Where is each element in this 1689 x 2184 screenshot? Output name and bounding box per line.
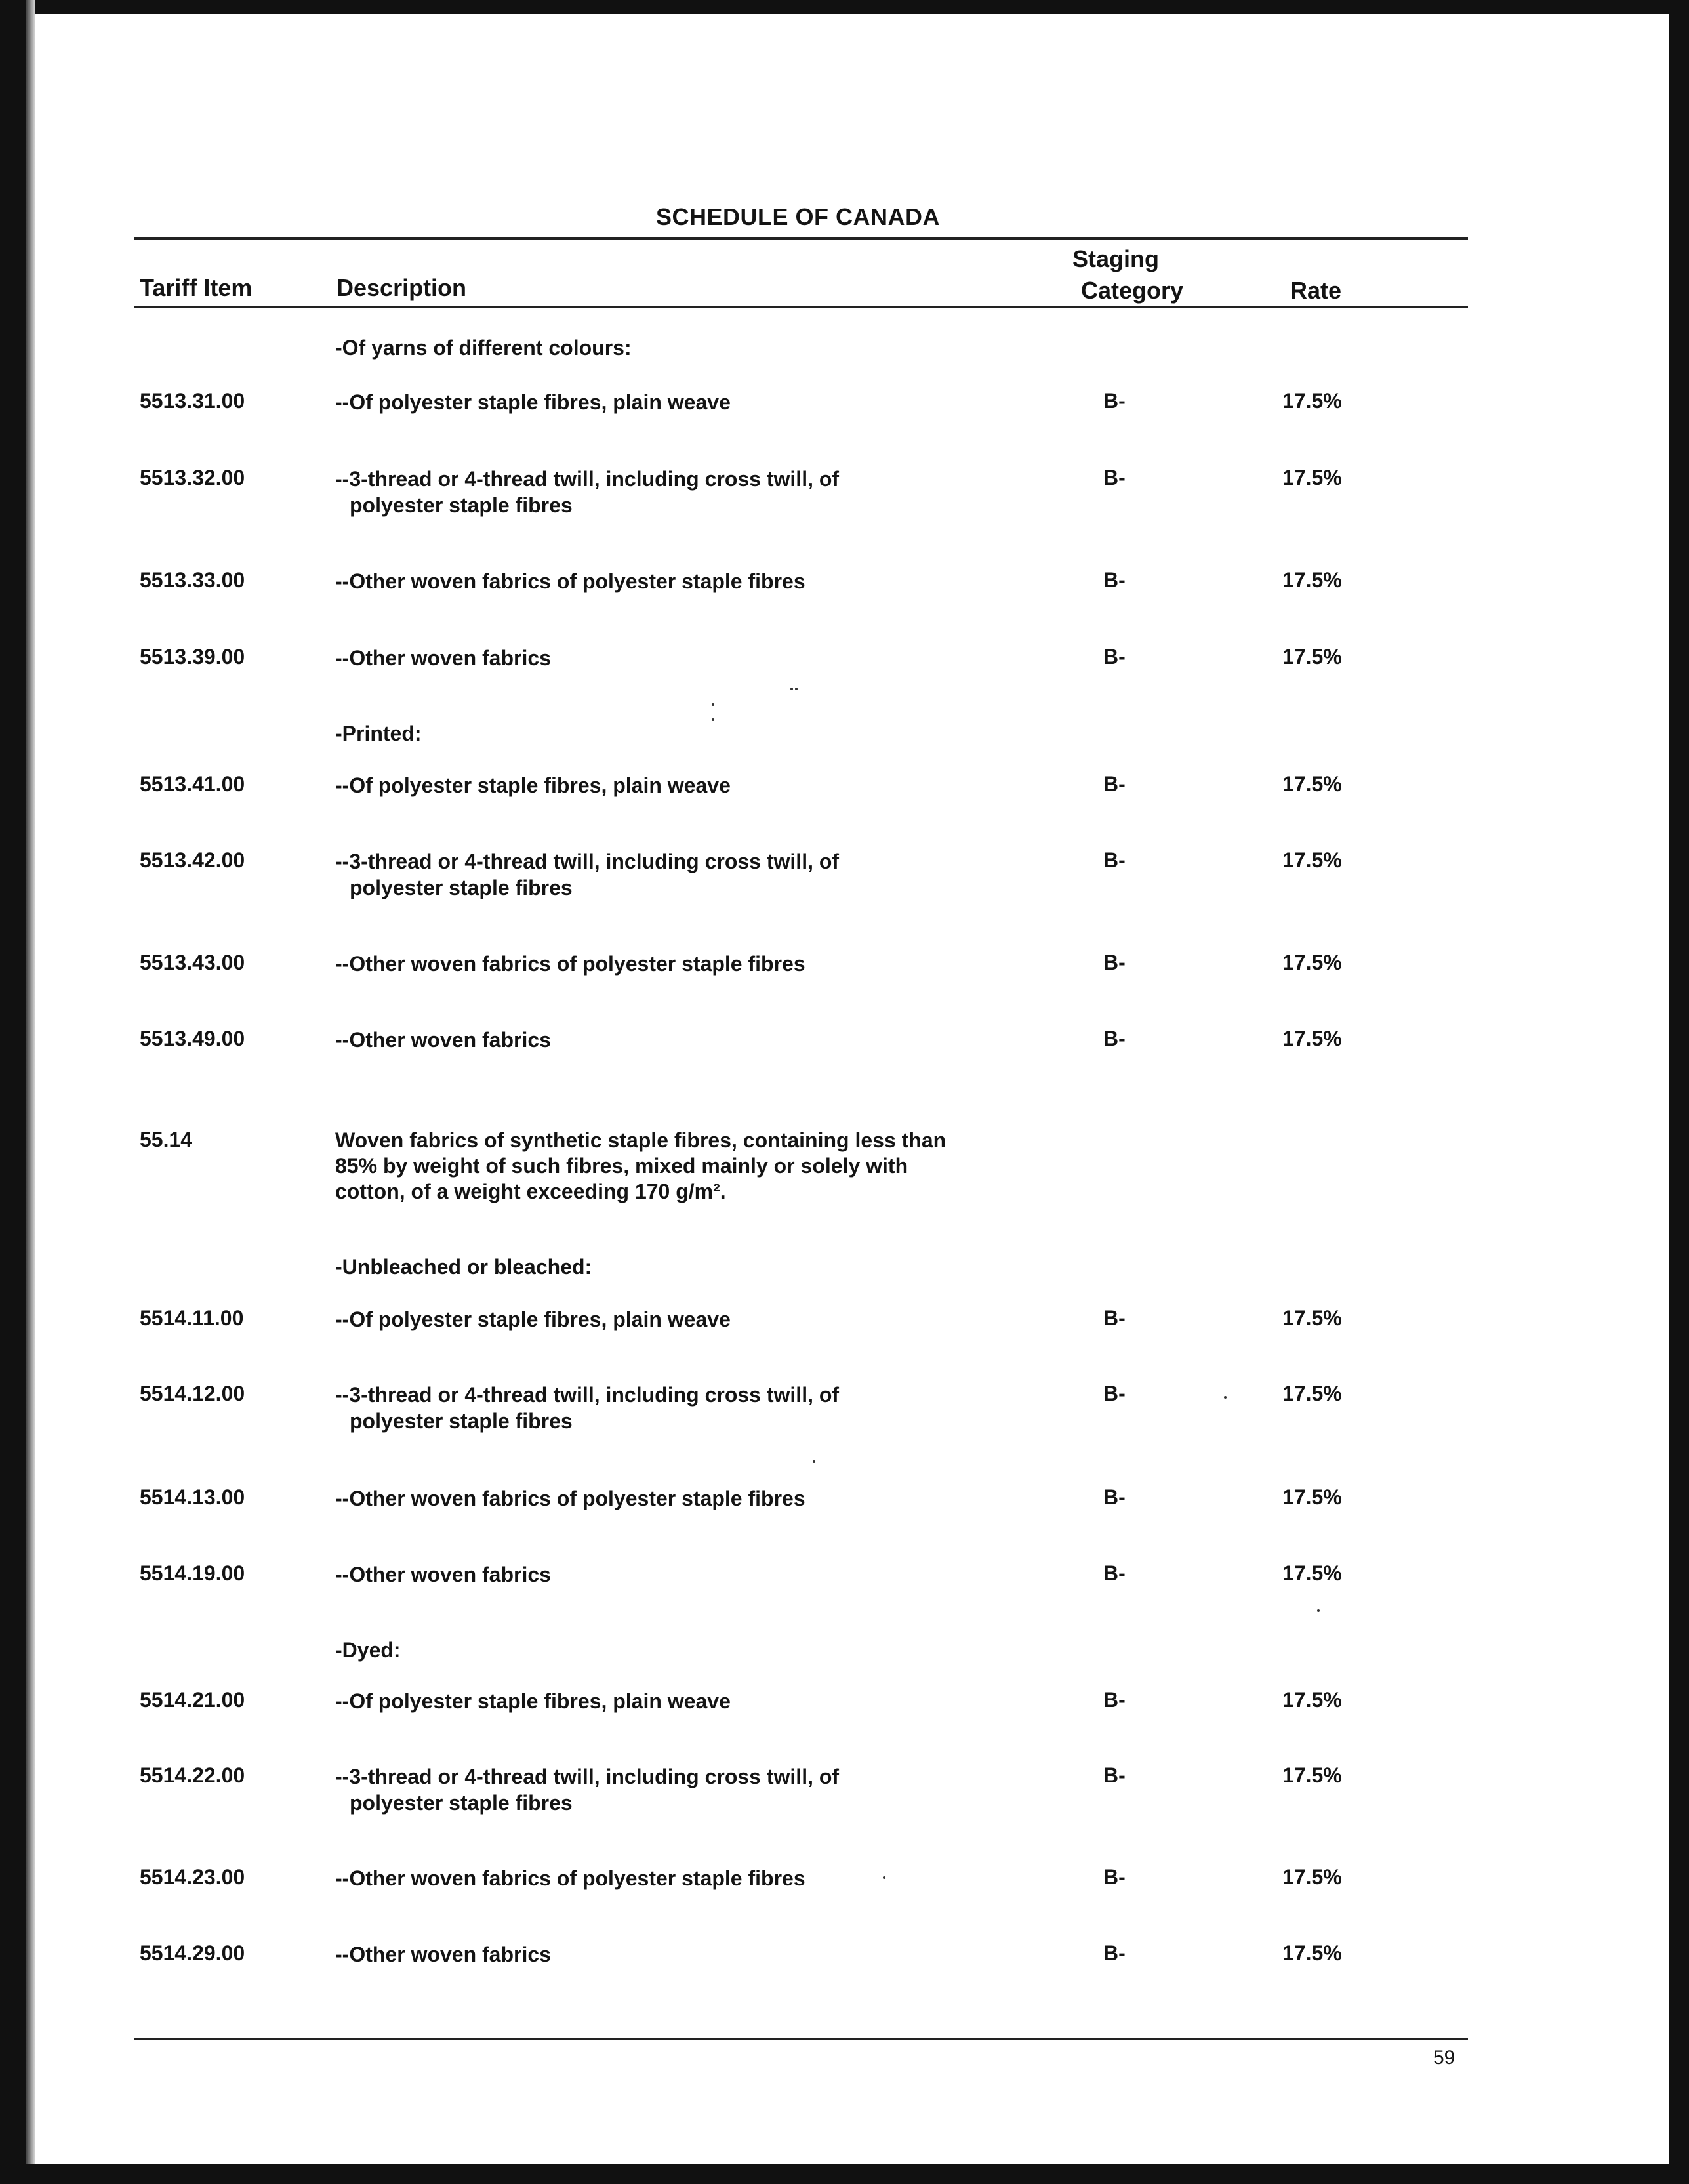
scan-speck bbox=[813, 1460, 815, 1463]
subheading-dyed: -Dyed: bbox=[335, 1638, 401, 1662]
scan-speck bbox=[1224, 1396, 1227, 1399]
tariff-item-code: 5514.13.00 bbox=[140, 1485, 245, 1509]
description-line: --3-thread or 4-thread twill, including cross twill, of bbox=[335, 1383, 840, 1407]
staging-category: B- bbox=[1103, 389, 1126, 413]
rate-value: 17.5% bbox=[1282, 848, 1342, 872]
tariff-item-code: 5513.43.00 bbox=[140, 951, 245, 974]
column-header-staging: Staging bbox=[1072, 245, 1159, 272]
staging-category: B- bbox=[1103, 568, 1126, 592]
item-description bbox=[335, 466, 1030, 518]
staging-category: B- bbox=[1103, 772, 1126, 796]
scan-speck bbox=[712, 703, 714, 706]
tariff-item-code: 5513.39.00 bbox=[140, 645, 245, 669]
tariff-item-code: 5513.41.00 bbox=[140, 772, 245, 796]
scan-border-top bbox=[0, 0, 1689, 14]
tariff-item-code: 5513.33.00 bbox=[140, 568, 245, 592]
staging-category: B- bbox=[1103, 951, 1126, 974]
subheading-printed: -Printed: bbox=[335, 722, 422, 745]
description-line: --Of polyester staple fibres, plain weave bbox=[335, 1689, 731, 1713]
page-number: 59 bbox=[1433, 2047, 1455, 2069]
staging-category: B- bbox=[1103, 1763, 1126, 1787]
staging-category: B- bbox=[1103, 466, 1126, 489]
description-continuation: polyester staple fibres bbox=[350, 1791, 573, 1815]
description-line: Woven fabrics of synthetic staple fibres, containing less than bbox=[335, 1128, 946, 1152]
tariff-item-code: 5514.19.00 bbox=[140, 1561, 245, 1585]
rate-value: 17.5% bbox=[1282, 1941, 1342, 1965]
description-line: --Other woven fabrics bbox=[335, 1028, 551, 1052]
description-line: --Other woven fabrics of polyester staple fibres bbox=[335, 569, 805, 593]
column-header-description: Description bbox=[336, 274, 467, 301]
description-line: --Other woven fabrics bbox=[335, 646, 551, 670]
description-line: --Other woven fabrics of polyester staple fibres bbox=[335, 952, 805, 976]
staging-category: B- bbox=[1103, 1561, 1126, 1585]
item-description bbox=[335, 1865, 1030, 1891]
description-line: --Other woven fabrics of polyester staple fibres bbox=[335, 1487, 805, 1510]
rate-value: 17.5% bbox=[1282, 1763, 1342, 1787]
scan-speck bbox=[790, 688, 793, 690]
staging-category: B- bbox=[1103, 1027, 1126, 1050]
description-continuation: polyester staple fibres bbox=[350, 1409, 573, 1433]
staging-category: B- bbox=[1103, 645, 1126, 669]
description-line: cotton, of a weight exceeding 170 g/m². bbox=[335, 1180, 726, 1203]
tariff-item-code: 5513.32.00 bbox=[140, 466, 245, 489]
description-line: --Of polyester staple fibres, plain weave bbox=[335, 773, 731, 797]
description-line: --Of polyester staple fibres, plain weave bbox=[335, 390, 731, 414]
rate-value: 17.5% bbox=[1282, 1688, 1342, 1712]
item-description bbox=[335, 1688, 1030, 1714]
rate-value: 17.5% bbox=[1282, 389, 1342, 413]
subheading-unbleached: -Unbleached or bleached: bbox=[335, 1255, 592, 1279]
scan-speck bbox=[1317, 1609, 1320, 1612]
scan-border-right bbox=[1669, 0, 1689, 2184]
staging-category: B- bbox=[1103, 1688, 1126, 1712]
rate-value: 17.5% bbox=[1282, 568, 1342, 592]
description-line: --Other woven fabrics bbox=[335, 1943, 551, 1966]
item-description bbox=[335, 772, 1030, 798]
rate-value: 17.5% bbox=[1282, 466, 1342, 489]
item-description bbox=[335, 1306, 1030, 1332]
scan-border-left bbox=[0, 0, 26, 2184]
item-description bbox=[335, 1941, 1030, 1968]
description-line: --Other woven fabrics of polyester staple fibres bbox=[335, 1866, 805, 1890]
tariff-item-code: 5513.31.00 bbox=[140, 389, 245, 413]
item-description bbox=[335, 568, 1030, 594]
column-header-tariff-item: Tariff Item bbox=[140, 274, 253, 301]
scan-border-left-shade bbox=[26, 0, 35, 2184]
rate-value: 17.5% bbox=[1282, 1382, 1342, 1405]
description-continuation: polyester staple fibres bbox=[350, 876, 573, 899]
heading-description bbox=[335, 1128, 1030, 1205]
header-bottom-rule bbox=[134, 306, 1468, 308]
rate-value: 17.5% bbox=[1282, 1865, 1342, 1889]
tariff-item-code: 5514.23.00 bbox=[140, 1865, 245, 1889]
footer-rule bbox=[134, 2038, 1468, 2040]
scan-speck bbox=[883, 1876, 885, 1879]
page-title: SCHEDULE OF CANADA bbox=[656, 203, 941, 230]
column-header-category: Category bbox=[1081, 277, 1184, 304]
item-description bbox=[335, 848, 1030, 901]
item-description bbox=[335, 1382, 1030, 1434]
item-description bbox=[335, 1561, 1030, 1588]
rate-value: 17.5% bbox=[1282, 1027, 1342, 1050]
tariff-item-code: 5513.42.00 bbox=[140, 848, 245, 872]
description-continuation: polyester staple fibres bbox=[350, 493, 573, 517]
description-line: --3-thread or 4-thread twill, including cross twill, of bbox=[335, 1765, 840, 1788]
tariff-item-code: 5514.11.00 bbox=[140, 1306, 244, 1330]
item-description bbox=[335, 645, 1030, 671]
item-description bbox=[335, 1485, 1030, 1512]
item-description bbox=[335, 1027, 1030, 1053]
staging-category: B- bbox=[1103, 1382, 1126, 1405]
staging-category: B- bbox=[1103, 1306, 1126, 1330]
header-top-rule bbox=[134, 237, 1468, 240]
rate-value: 17.5% bbox=[1282, 951, 1342, 974]
tariff-item-code: 5513.49.00 bbox=[140, 1027, 245, 1050]
rate-value: 17.5% bbox=[1282, 772, 1342, 796]
description-line: --3-thread or 4-thread twill, including cross twill, of bbox=[335, 467, 840, 491]
scan-speck bbox=[712, 718, 714, 721]
tariff-item-code: 5514.29.00 bbox=[140, 1941, 245, 1965]
scan-speck bbox=[795, 688, 798, 690]
staging-category: B- bbox=[1103, 848, 1126, 872]
staging-category: B- bbox=[1103, 1941, 1126, 1965]
staging-category: B- bbox=[1103, 1485, 1126, 1509]
description-line: --Of polyester staple fibres, plain weave bbox=[335, 1308, 731, 1331]
rate-value: 17.5% bbox=[1282, 1306, 1342, 1330]
column-header-rate: Rate bbox=[1290, 277, 1342, 304]
subheading-yarns: -Of yarns of different colours: bbox=[335, 336, 632, 360]
item-description bbox=[335, 1763, 1030, 1816]
scan-border-bottom bbox=[0, 2164, 1689, 2184]
description-line: 85% by weight of such fibres, mixed mainly or solely with bbox=[335, 1154, 908, 1178]
rate-value: 17.5% bbox=[1282, 645, 1342, 669]
staging-category: B- bbox=[1103, 1865, 1126, 1889]
description-line: --Other woven fabrics bbox=[335, 1563, 551, 1586]
rate-value: 17.5% bbox=[1282, 1485, 1342, 1509]
item-description bbox=[335, 389, 1030, 415]
rate-value: 17.5% bbox=[1282, 1561, 1342, 1585]
tariff-item-code: 5514.12.00 bbox=[140, 1382, 245, 1405]
tariff-item-code: 5514.21.00 bbox=[140, 1688, 245, 1712]
description-line: --3-thread or 4-thread twill, including cross twill, of bbox=[335, 850, 840, 873]
tariff-item-code: 5514.22.00 bbox=[140, 1763, 245, 1787]
heading-code: 55.14 bbox=[140, 1128, 193, 1151]
item-description bbox=[335, 951, 1030, 977]
